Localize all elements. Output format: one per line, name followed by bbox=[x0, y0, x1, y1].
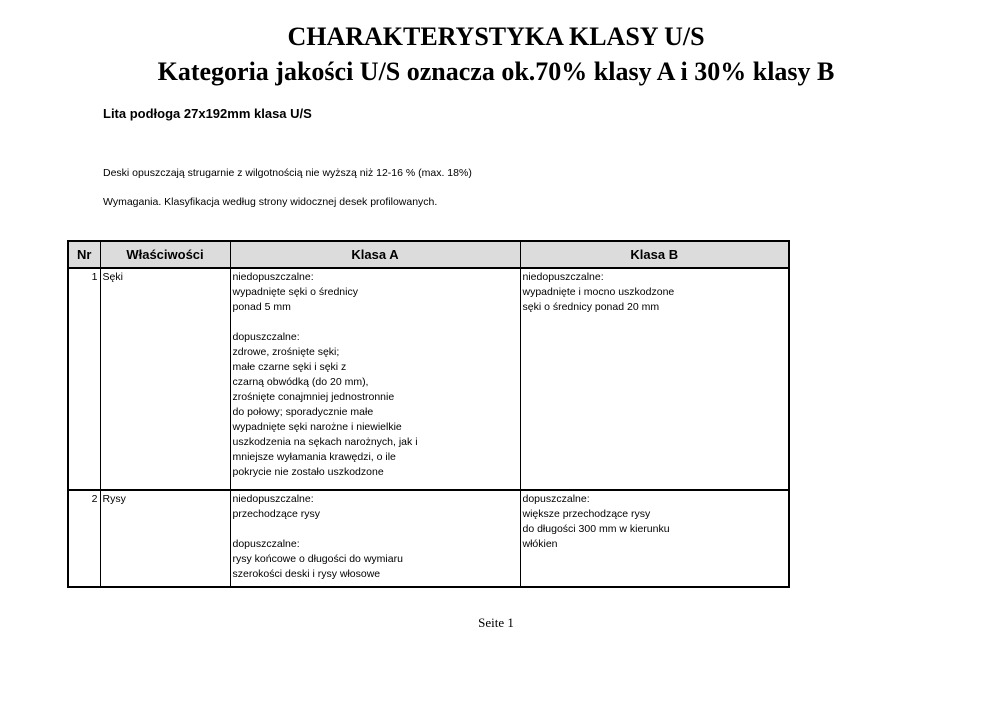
cell-line: dopuszczalne: bbox=[522, 493, 590, 505]
row-klasa-b-cell bbox=[520, 268, 789, 490]
cell-line: czarną obwódką (do 20 mm), bbox=[232, 376, 369, 388]
cell-line: przechodzące rysy bbox=[232, 508, 321, 520]
cell-line: włókien bbox=[522, 538, 558, 550]
header-klasa-b: Klasa B bbox=[520, 241, 789, 268]
product-subtitle: Lita podłoga 27x192mm klasa U/S bbox=[103, 106, 312, 121]
cell-line: niedopuszczalne: bbox=[232, 493, 314, 505]
requirements-note: Wymagania. Klasyfikacja według strony widocznej desek profilowanych. bbox=[103, 196, 438, 208]
table-header-row bbox=[68, 241, 789, 268]
row-nr: 2 bbox=[68, 490, 100, 587]
row-klasa-b-cell bbox=[520, 490, 789, 587]
cell-line: niedopuszczalne: bbox=[522, 271, 604, 283]
row-nr: 1 bbox=[68, 268, 100, 490]
moisture-note: Deski opuszczają strugarnie z wilgotnością nie wyższą niż 12-16 % (max. 18%) bbox=[103, 167, 472, 179]
header-nr: Nr bbox=[68, 241, 100, 268]
cell-line: małe czarne sęki i sęki z bbox=[232, 361, 347, 373]
cell-line: rysy końcowe o długości do wymiaru bbox=[232, 553, 403, 565]
table-row bbox=[68, 268, 789, 490]
cell-line: zdrowe, zrośnięte sęki; bbox=[232, 346, 340, 358]
row-property: Rysy bbox=[100, 490, 230, 587]
table-row bbox=[68, 490, 789, 587]
cell-line: do połowy; sporadycznie małe bbox=[232, 406, 374, 418]
classification-table bbox=[67, 240, 790, 588]
row-klasa-a-cell bbox=[230, 268, 520, 490]
cell-line: większe przechodzące rysy bbox=[522, 508, 651, 520]
cell-line: szerokości deski i rysy włosowe bbox=[232, 568, 381, 580]
header-klasa-a: Klasa A bbox=[230, 241, 520, 268]
header-properties: Właściwości bbox=[100, 241, 230, 268]
cell-line: uszkodzenia na sękach narożnych, jak i bbox=[232, 436, 418, 448]
cell-line: dopuszczalne: bbox=[232, 331, 300, 343]
cell-line: niedopuszczalne: bbox=[232, 271, 314, 283]
row-klasa-a-cell bbox=[230, 490, 520, 587]
page-number: Seite 1 bbox=[478, 615, 514, 630]
cell-line: pokrycie nie zostało uszkodzone bbox=[232, 466, 384, 478]
cell-line: ponad 5 mm bbox=[232, 301, 291, 313]
cell-line: wypadnięte sęki narożne i niewielkie bbox=[232, 421, 402, 433]
cell-line: zrośnięte conajmniej jednostronnie bbox=[232, 391, 395, 403]
cell-line: do długości 300 mm w kierunku bbox=[522, 523, 670, 535]
cell-line: mniejsze wyłamania krawędzi, o ile bbox=[232, 451, 396, 463]
page-title: CHARAKTERYSTYKA KLASY U/S bbox=[287, 22, 705, 51]
cell-line: sęki o średnicy ponad 20 mm bbox=[522, 301, 660, 313]
row-property: Sęki bbox=[100, 268, 230, 490]
cell-line: wypadnięte i mocno uszkodzone bbox=[522, 286, 675, 298]
page-subtitle-heading: Kategoria jakości U/S oznacza ok.70% klasy A i 30% klasy B bbox=[157, 57, 835, 86]
cell-line: wypadnięte sęki o średnicy bbox=[232, 286, 358, 298]
cell-line: dopuszczalne: bbox=[232, 538, 300, 550]
